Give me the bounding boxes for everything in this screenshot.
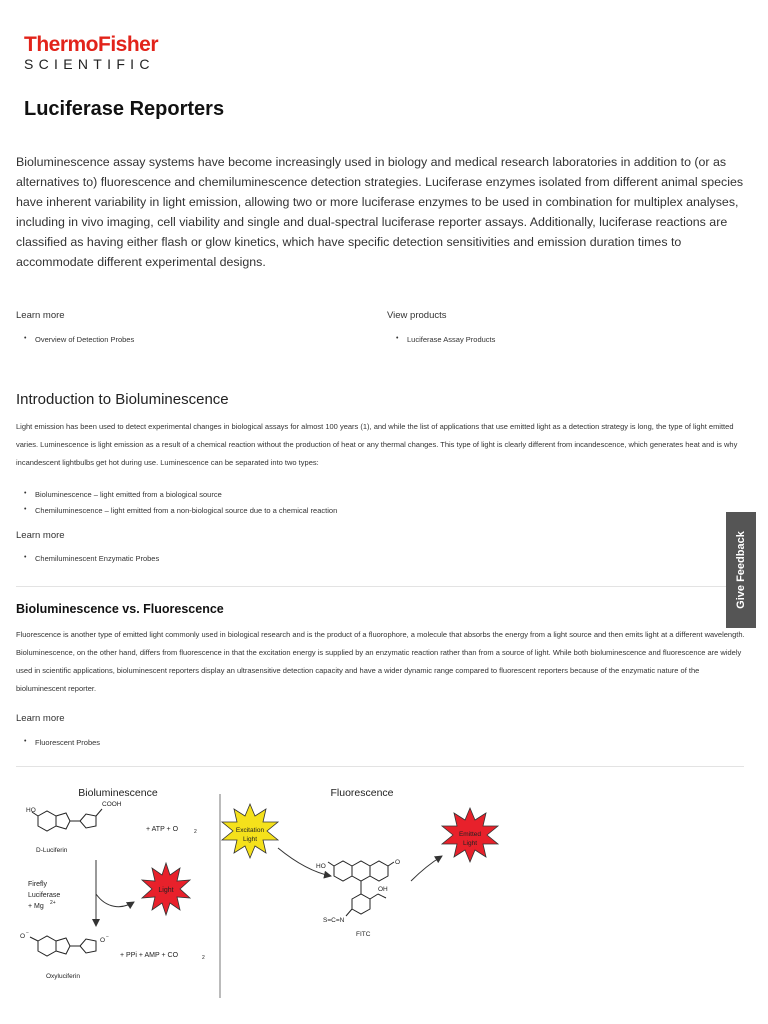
intro-bioluminescence-body: Light emission has been used to detect experimental changes in biological assays for almost 100 years (1), and while the list of applications that use emitted light as a detection strategy is long, the type of light emitted varies. Luminescence is light emission as a result of a chemical reaction without the production of heat or any thermal changes. This type of light is clearly different from incandescence, which generates heat and is why incandescent lightbulbs get hot during use. Luminescence can be separated into two types: (16, 422, 738, 467)
light-label: Light (158, 887, 174, 894)
view-products-label: View products (387, 310, 447, 321)
section-divider (16, 586, 744, 587)
enzyme-line-1: Firefly (28, 881, 48, 888)
figure-svg (16, 776, 744, 1006)
fluorescent-probes-link[interactable]: • Fluorescent Probes (35, 738, 100, 747)
excitation-arrow (278, 848, 331, 876)
type-bioluminescence: • Bioluminescence – light emitted from a biological source (35, 490, 222, 499)
minus-right: − (106, 934, 109, 940)
give-feedback-label: Give Feedback (735, 531, 747, 609)
intro-bioluminescence-heading: Introduction to Bioluminescence (16, 391, 229, 408)
enzyme-line-2: Luciferase (28, 892, 61, 899)
d-luciferin-label: D-Luciferin (36, 847, 68, 854)
oxyluciferin-label: Oxyluciferin (46, 973, 80, 980)
excitation-line-2: Light (242, 836, 258, 843)
page-title: Luciferase Reporters (24, 98, 225, 120)
learn-more-label: Learn more (16, 713, 65, 724)
scn-label: S=C=N (323, 917, 345, 924)
section-divider (16, 766, 744, 767)
minus-left: − (26, 930, 29, 936)
ho-label: HO (26, 807, 36, 814)
luciferase-assay-products-link[interactable]: • Luciferase Assay Products (407, 335, 495, 344)
logo-wordmark: ThermoFisher (24, 33, 159, 56)
mg-superscript: 2+ (50, 900, 56, 906)
enzyme-line-3: + Mg (28, 903, 44, 910)
emitted-line-1: Emitted (458, 831, 482, 838)
reaction-2: + PPi + AMP + CO (120, 952, 179, 959)
co2-subscript: 2 (202, 955, 205, 961)
chemiluminescent-probes-link[interactable]: • Chemiluminescent Enzymatic Probes (35, 554, 159, 563)
bioluminescence-vs-fluorescence-figure (16, 776, 744, 1006)
d-luciferin-structure (32, 809, 102, 831)
o-minus-left: O (20, 933, 26, 940)
overview-detection-probes-link[interactable]: • Overview of Detection Probes (35, 335, 134, 344)
type-chemiluminescence: • Chemiluminescence – light emitted from a non-biological source due to a chemical reaction (35, 506, 337, 515)
intro-paragraph: Bioluminescence assay systems have become increasingly used in biology and medical research laboratories in addition to (or as alternatives to) fluorescence and chemiluminescence detection strategies. Luciferase enzymes isolated from different animal species have inherent variability in light emission, allowing two or more luciferase enzymes to be used in combination for multiplex analyses, including in vivo imaging, cell viability and single and dual-spectral luciferase reporter assays. Additionally, luciferase reactions are classified as having either flash or glow kinetics, which have specific detection sensitivities and emission duration times to accommodate different experimental designs. (16, 155, 744, 269)
o-minus-right: O (100, 937, 106, 944)
emission-arrow (411, 856, 442, 881)
o2-subscript: 2 (194, 829, 197, 835)
bioluminescence-title: Bioluminescence (78, 787, 158, 799)
thermofisher-logo[interactable] (24, 34, 158, 72)
bio-vs-fluor-heading: Bioluminescence vs. Fluorescence (16, 602, 224, 616)
fitc-ho-label: HO (316, 863, 326, 870)
learn-more-label: Learn more (16, 530, 65, 541)
cooh-label: COOH (102, 801, 122, 808)
fitc-oh-label: OH (378, 886, 388, 893)
learn-more-label: Learn more (16, 310, 65, 321)
fluorescence-title: Fluorescence (330, 787, 394, 799)
fitc-label: FITC (356, 931, 371, 938)
logo-subtitle: SCIENTIFIC (24, 56, 155, 72)
reaction-1: + ATP + O (146, 826, 179, 833)
light-arrow (96, 894, 134, 907)
emitted-line-2: Light (462, 840, 478, 847)
excitation-line-1: Excitation (235, 827, 265, 834)
bio-vs-fluor-body: Fluorescence is another type of emitted light commonly used in biological research and is the product of a fluorophore, a molecule that absorbs the energy from a light source and then emits light at a different wavelength. Bioluminescence, on the other hand, differs from fluorescence in that the excitation energy is supplied by an enzymatic reaction rather than from a source of light. While both bioluminescence and fluorescence are widely used in scientific applications, bioluminescent reporters display an ultrasensitive detection capacity and have a wider dynamic range compared to fluorescent reporters because of the enzymatic nature of the bioluminescent reporter. (16, 630, 745, 693)
oxyluciferin-structure (30, 936, 96, 956)
give-feedback-tab[interactable] (726, 512, 756, 628)
fitc-o-label: O (395, 859, 401, 866)
